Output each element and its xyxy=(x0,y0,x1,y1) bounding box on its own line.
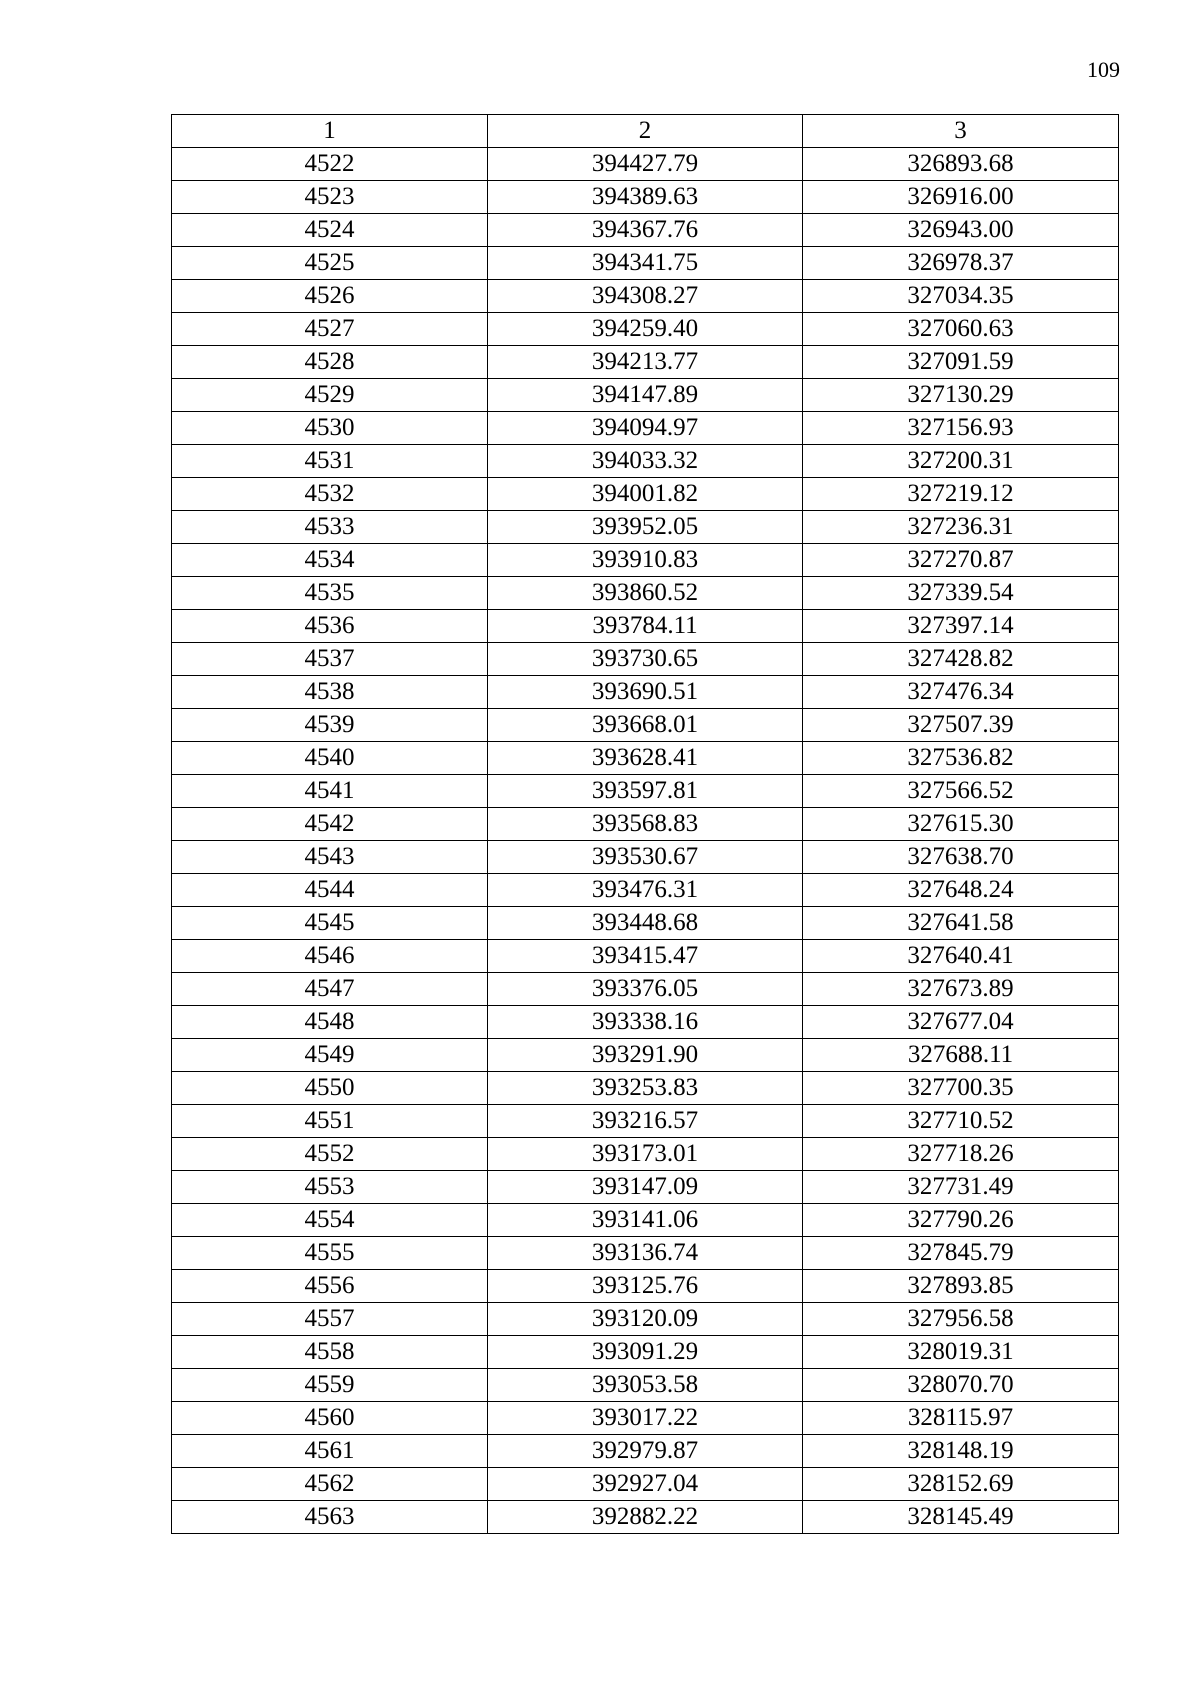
table-cell-col-2: 394308.27 xyxy=(488,280,803,313)
table-cell-col-2: 393690.51 xyxy=(488,676,803,709)
table-row xyxy=(172,346,1119,379)
table-cell-col-1: 4540 xyxy=(172,742,488,775)
table-cell-col-3: 327034.35 xyxy=(803,280,1119,313)
table-cell-col-2: 393784.11 xyxy=(488,610,803,643)
table-cell-col-2: 393253.83 xyxy=(488,1072,803,1105)
table-cell-col-3: 327731.49 xyxy=(803,1171,1119,1204)
table-cell-col-1: 4545 xyxy=(172,907,488,940)
table-row xyxy=(172,412,1119,445)
table-row xyxy=(172,907,1119,940)
table-cell-col-1: 4543 xyxy=(172,841,488,874)
table-cell-col-1: 4557 xyxy=(172,1303,488,1336)
table-cell-col-1: 4544 xyxy=(172,874,488,907)
table-cell-col-2: 394389.63 xyxy=(488,181,803,214)
table-cell-col-3: 327156.93 xyxy=(803,412,1119,445)
table-cell-col-3: 328019.31 xyxy=(803,1336,1119,1369)
table-cell-col-1: 4549 xyxy=(172,1039,488,1072)
table-cell-col-3: 327536.82 xyxy=(803,742,1119,775)
table-cell-col-2: 394341.75 xyxy=(488,247,803,280)
table-cell-col-2: 393415.47 xyxy=(488,940,803,973)
table-row xyxy=(172,511,1119,544)
table-cell-col-1: 4541 xyxy=(172,775,488,808)
table-row xyxy=(172,643,1119,676)
table-row xyxy=(172,874,1119,907)
table-row xyxy=(172,1468,1119,1501)
table-cell-col-1: 4536 xyxy=(172,610,488,643)
table-cell-col-2: 394213.77 xyxy=(488,346,803,379)
table-cell-col-1: 4529 xyxy=(172,379,488,412)
table-cell-col-2: 393136.74 xyxy=(488,1237,803,1270)
table-cell-col-3: 327236.31 xyxy=(803,511,1119,544)
table-cell-col-3: 327718.26 xyxy=(803,1138,1119,1171)
table-cell-col-1: 4526 xyxy=(172,280,488,313)
table-row xyxy=(172,775,1119,808)
table-cell-col-1: 4528 xyxy=(172,346,488,379)
table-cell-col-2: 393476.31 xyxy=(488,874,803,907)
table-row xyxy=(172,1303,1119,1336)
table-cell-col-3: 328148.19 xyxy=(803,1435,1119,1468)
table-cell-col-2: 393730.65 xyxy=(488,643,803,676)
table-cell-col-3: 327677.04 xyxy=(803,1006,1119,1039)
table-cell-col-2: 393597.81 xyxy=(488,775,803,808)
table-cell-col-2: 393910.83 xyxy=(488,544,803,577)
table-row xyxy=(172,1270,1119,1303)
table-cell-col-2: 393568.83 xyxy=(488,808,803,841)
table-cell-col-1: 4550 xyxy=(172,1072,488,1105)
table-cell-col-1: 4552 xyxy=(172,1138,488,1171)
table-cell-col-1: 4547 xyxy=(172,973,488,1006)
table-cell-col-3: 327200.31 xyxy=(803,445,1119,478)
table-cell-col-3: 327710.52 xyxy=(803,1105,1119,1138)
table-cell-col-3: 327700.35 xyxy=(803,1072,1119,1105)
table-cell-col-3: 327091.59 xyxy=(803,346,1119,379)
table-cell-col-2: 393053.58 xyxy=(488,1369,803,1402)
table-row xyxy=(172,577,1119,610)
table-row xyxy=(172,214,1119,247)
table-row xyxy=(172,1039,1119,1072)
table-cell-col-3: 327640.41 xyxy=(803,940,1119,973)
table-row xyxy=(172,1501,1119,1534)
table-cell-col-3: 327397.14 xyxy=(803,610,1119,643)
table-cell-col-2: 393120.09 xyxy=(488,1303,803,1336)
table-cell-col-2: 392882.22 xyxy=(488,1501,803,1534)
table-cell-col-3: 327060.63 xyxy=(803,313,1119,346)
table-cell-col-3: 327641.58 xyxy=(803,907,1119,940)
table-body xyxy=(172,148,1119,1534)
table-row xyxy=(172,313,1119,346)
table-cell-col-3: 328070.70 xyxy=(803,1369,1119,1402)
table-row xyxy=(172,1072,1119,1105)
table-row xyxy=(172,1336,1119,1369)
table-row xyxy=(172,940,1119,973)
table-cell-col-2: 393860.52 xyxy=(488,577,803,610)
table-cell-col-1: 4532 xyxy=(172,478,488,511)
table-row xyxy=(172,676,1119,709)
table-cell-col-2: 392927.04 xyxy=(488,1468,803,1501)
table-row xyxy=(172,544,1119,577)
table-row xyxy=(172,280,1119,313)
table-cell-col-1: 4530 xyxy=(172,412,488,445)
table-row xyxy=(172,379,1119,412)
table-cell-col-3: 327845.79 xyxy=(803,1237,1119,1270)
table-cell-col-3: 327956.58 xyxy=(803,1303,1119,1336)
table-cell-col-2: 393291.90 xyxy=(488,1039,803,1072)
table-cell-col-1: 4539 xyxy=(172,709,488,742)
table-cell-col-1: 4555 xyxy=(172,1237,488,1270)
table-cell-col-1: 4524 xyxy=(172,214,488,247)
table-cell-col-2: 393376.05 xyxy=(488,973,803,1006)
table-cell-col-1: 4542 xyxy=(172,808,488,841)
table-cell-col-2: 393017.22 xyxy=(488,1402,803,1435)
table-cell-col-2: 393216.57 xyxy=(488,1105,803,1138)
table-cell-col-1: 4554 xyxy=(172,1204,488,1237)
table-cell-col-3: 327648.24 xyxy=(803,874,1119,907)
table-row xyxy=(172,1171,1119,1204)
table-cell-col-1: 4553 xyxy=(172,1171,488,1204)
table-cell-col-3: 327507.39 xyxy=(803,709,1119,742)
table-row xyxy=(172,841,1119,874)
table-cell-col-1: 4546 xyxy=(172,940,488,973)
column-header-3: 3 xyxy=(803,115,1119,148)
table-cell-col-3: 327428.82 xyxy=(803,643,1119,676)
table-cell-col-2: 393125.76 xyxy=(488,1270,803,1303)
table-cell-col-3: 327339.54 xyxy=(803,577,1119,610)
table-row xyxy=(172,1006,1119,1039)
table-cell-col-3: 327893.85 xyxy=(803,1270,1119,1303)
table-cell-col-3: 328152.69 xyxy=(803,1468,1119,1501)
table-cell-col-3: 327790.26 xyxy=(803,1204,1119,1237)
table-cell-col-2: 392979.87 xyxy=(488,1435,803,1468)
coordinates-table xyxy=(171,114,1119,1534)
table-row xyxy=(172,148,1119,181)
table-cell-col-3: 326893.68 xyxy=(803,148,1119,181)
table-cell-col-3: 327688.11 xyxy=(803,1039,1119,1072)
table-cell-col-3: 327219.12 xyxy=(803,478,1119,511)
table-row xyxy=(172,1369,1119,1402)
table-cell-col-2: 393668.01 xyxy=(488,709,803,742)
table-cell-col-3: 327673.89 xyxy=(803,973,1119,1006)
table-cell-col-1: 4538 xyxy=(172,676,488,709)
table-cell-col-1: 4560 xyxy=(172,1402,488,1435)
table-cell-col-1: 4535 xyxy=(172,577,488,610)
table-cell-col-1: 4533 xyxy=(172,511,488,544)
table-cell-col-1: 4525 xyxy=(172,247,488,280)
table-row xyxy=(172,1105,1119,1138)
table-cell-col-2: 393173.01 xyxy=(488,1138,803,1171)
table-cell-col-2: 393628.41 xyxy=(488,742,803,775)
table-cell-col-3: 327476.34 xyxy=(803,676,1119,709)
table-cell-col-2: 394259.40 xyxy=(488,313,803,346)
page-number: 109 xyxy=(1087,57,1120,82)
table-cell-col-3: 326978.37 xyxy=(803,247,1119,280)
table-cell-col-1: 4537 xyxy=(172,643,488,676)
table-row xyxy=(172,610,1119,643)
table-cell-col-1: 4559 xyxy=(172,1369,488,1402)
table-row xyxy=(172,742,1119,775)
table-cell-col-2: 394094.97 xyxy=(488,412,803,445)
table-row xyxy=(172,709,1119,742)
table-cell-col-3: 326943.00 xyxy=(803,214,1119,247)
table-cell-col-1: 4548 xyxy=(172,1006,488,1039)
table-cell-col-2: 393448.68 xyxy=(488,907,803,940)
table-cell-col-3: 327270.87 xyxy=(803,544,1119,577)
table-cell-col-3: 326916.00 xyxy=(803,181,1119,214)
table-row xyxy=(172,1204,1119,1237)
table-cell-col-3: 328115.97 xyxy=(803,1402,1119,1435)
table-cell-col-2: 393530.67 xyxy=(488,841,803,874)
table-row xyxy=(172,247,1119,280)
table-cell-col-1: 4531 xyxy=(172,445,488,478)
table-cell-col-2: 394427.79 xyxy=(488,148,803,181)
table-cell-col-1: 4527 xyxy=(172,313,488,346)
table-cell-col-2: 393952.05 xyxy=(488,511,803,544)
table-row xyxy=(172,1402,1119,1435)
table-header xyxy=(172,115,1119,148)
table-cell-col-2: 393091.29 xyxy=(488,1336,803,1369)
table-row xyxy=(172,1435,1119,1468)
table-cell-col-1: 4563 xyxy=(172,1501,488,1534)
header-row xyxy=(172,115,1119,148)
table-row xyxy=(172,181,1119,214)
table-cell-col-1: 4551 xyxy=(172,1105,488,1138)
table-cell-col-2: 393338.16 xyxy=(488,1006,803,1039)
table-cell-col-3: 327130.29 xyxy=(803,379,1119,412)
table-cell-col-2: 394147.89 xyxy=(488,379,803,412)
table-cell-col-2: 393147.09 xyxy=(488,1171,803,1204)
table-cell-col-3: 327638.70 xyxy=(803,841,1119,874)
table-cell-col-1: 4534 xyxy=(172,544,488,577)
table-row xyxy=(172,478,1119,511)
table-row xyxy=(172,1138,1119,1171)
table-cell-col-3: 328145.49 xyxy=(803,1501,1119,1534)
table-cell-col-3: 327566.52 xyxy=(803,775,1119,808)
table-cell-col-1: 4556 xyxy=(172,1270,488,1303)
table-row xyxy=(172,1237,1119,1270)
table-cell-col-1: 4561 xyxy=(172,1435,488,1468)
table-cell-col-1: 4523 xyxy=(172,181,488,214)
table-cell-col-1: 4562 xyxy=(172,1468,488,1501)
table-cell-col-1: 4522 xyxy=(172,148,488,181)
table-cell-col-1: 4558 xyxy=(172,1336,488,1369)
table-cell-col-2: 393141.06 xyxy=(488,1204,803,1237)
table-row xyxy=(172,445,1119,478)
table-cell-col-2: 394033.32 xyxy=(488,445,803,478)
table-row xyxy=(172,808,1119,841)
table-row xyxy=(172,973,1119,1006)
table-cell-col-2: 394367.76 xyxy=(488,214,803,247)
table-cell-col-2: 394001.82 xyxy=(488,478,803,511)
table-cell-col-3: 327615.30 xyxy=(803,808,1119,841)
column-header-1: 1 xyxy=(172,115,488,148)
column-header-2: 2 xyxy=(488,115,803,148)
